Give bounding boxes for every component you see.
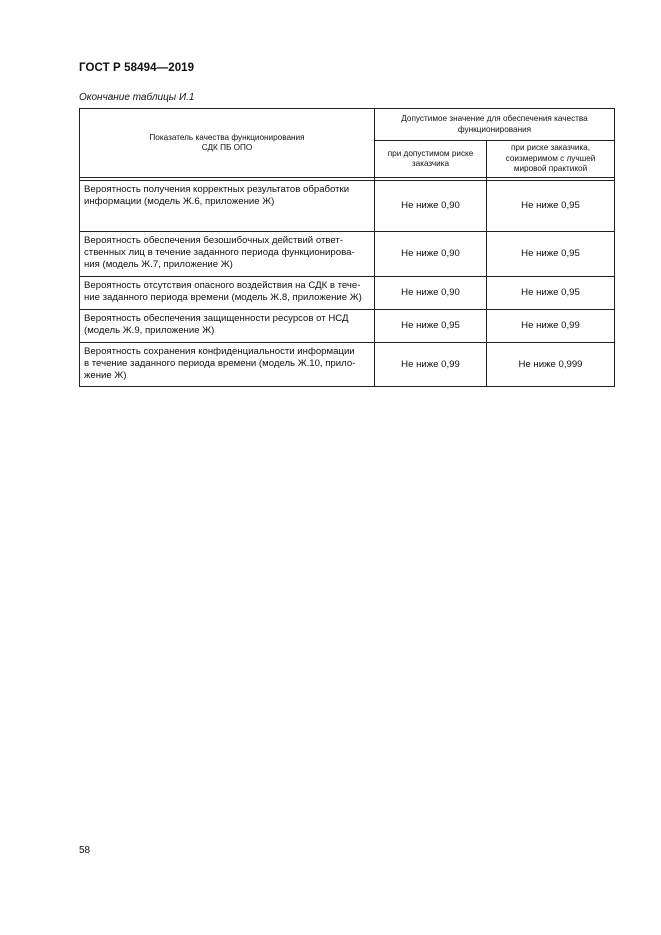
indicator-line: Вероятность обеспечения безошибочных действий ответ- xyxy=(84,235,343,246)
indicator-line: информации (модель Ж.6, приложение Ж) xyxy=(84,196,275,207)
table-row xyxy=(80,310,615,343)
indicator-line: жение Ж) xyxy=(84,370,127,381)
header-sub-line: при риске заказчика, xyxy=(511,143,591,153)
header-sub-line: при допустимом риске xyxy=(387,148,474,158)
indicator-line: Вероятность отсутствия опасного воздействия на СДК в тече- xyxy=(84,280,361,291)
value-customer-risk: Не ниже 0,95 xyxy=(375,310,487,343)
value-world-practice: Не ниже 0,99 xyxy=(487,310,615,343)
indicator-line: Вероятность обеспечения защищенности ресурсов от НСД xyxy=(84,313,349,324)
header-indicator-line: Показатель качества функционирования xyxy=(149,132,305,142)
header-indicator-line: СДК ПБ ОПО xyxy=(201,143,253,152)
value-customer-risk: Не ниже 0,99 xyxy=(375,343,487,387)
header-customer-risk xyxy=(375,141,487,178)
indicator-cell xyxy=(80,232,375,277)
value-world-practice: Не ниже 0,999 xyxy=(487,343,615,387)
indicator-cell xyxy=(80,343,375,387)
value-world-practice: Не ниже 0,95 xyxy=(487,277,615,310)
header-indicator xyxy=(80,109,375,178)
header-allowed-value xyxy=(375,109,615,141)
indicator-line: ственных лиц в течение заданного периода функционирова- xyxy=(84,247,355,258)
header-group-line: функционирования xyxy=(457,124,532,134)
header-group-line: Допустимое значение для обеспечения качества xyxy=(401,114,588,123)
indicator-cell xyxy=(80,181,375,232)
document-header: ГОСТ Р 58494—2019 xyxy=(79,62,195,74)
header-sub-line: мировой практикой xyxy=(513,164,588,174)
table-row xyxy=(80,232,615,277)
table-row xyxy=(80,277,615,310)
page-number: 58 xyxy=(79,845,91,856)
indicator-line: Вероятность получения корректных результатов обработки xyxy=(84,184,350,195)
indicator-line: ние заданного периода времени (модель Ж.8, приложение Ж) xyxy=(84,292,362,303)
header-sub-line: соизмеримом с лучшей xyxy=(505,153,596,163)
indicator-line: Вероятность сохранения конфиденциальности информации xyxy=(84,346,355,357)
indicator-cell xyxy=(80,277,375,310)
value-customer-risk: Не ниже 0,90 xyxy=(375,232,487,277)
table-row xyxy=(80,343,615,387)
value-customer-risk: Не ниже 0,90 xyxy=(375,181,487,232)
quality-table xyxy=(79,108,615,387)
indicator-cell xyxy=(80,310,375,343)
header-world-practice xyxy=(487,141,615,178)
value-world-practice: Не ниже 0,95 xyxy=(487,181,615,232)
value-customer-risk: Не ниже 0,90 xyxy=(375,277,487,310)
indicator-line: ния (модель Ж.7, приложение Ж) xyxy=(84,259,233,270)
value-world-practice: Не ниже 0,95 xyxy=(487,232,615,277)
table-caption: Окончание таблицы И.1 xyxy=(79,92,195,103)
header-sub-line: заказчика xyxy=(411,159,450,168)
indicator-line: в течение заданного периода времени (модель Ж.10, прило- xyxy=(84,358,356,369)
indicator-line: (модель Ж.9, приложение Ж) xyxy=(84,325,215,336)
table-row xyxy=(80,181,615,232)
header-row xyxy=(80,109,615,141)
